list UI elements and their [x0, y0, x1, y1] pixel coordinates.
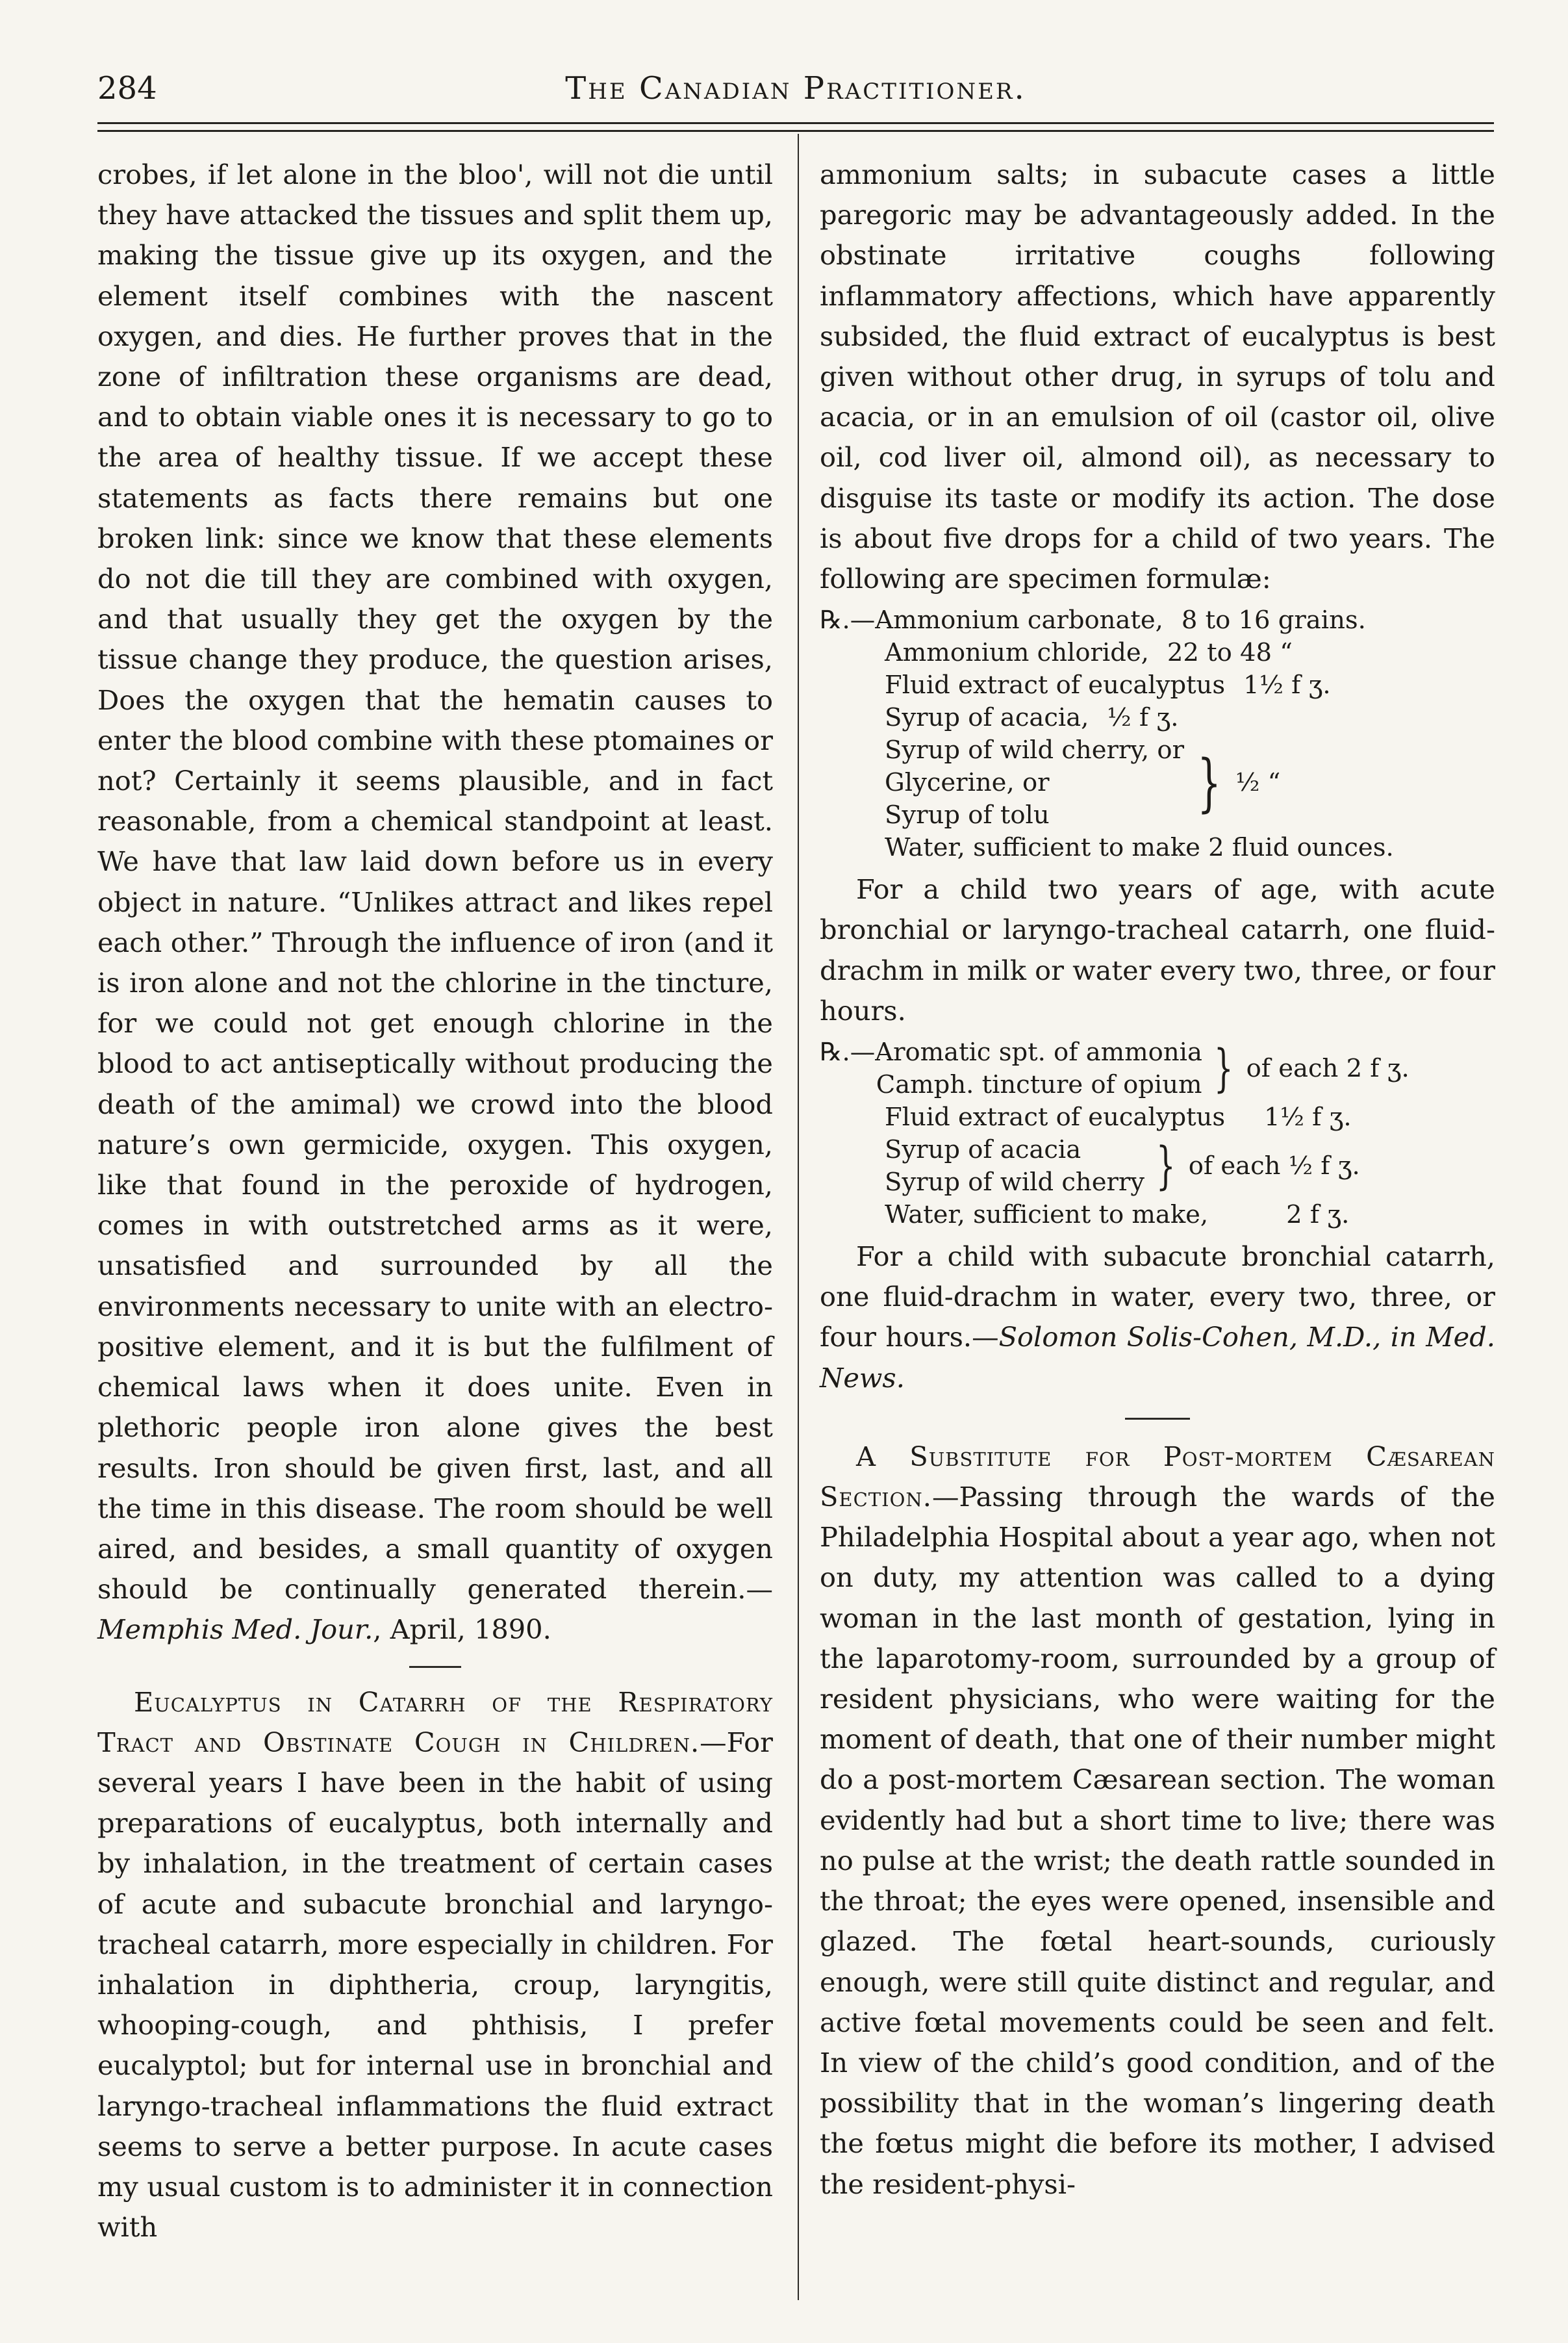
rx-symbol: ℞.	[820, 606, 850, 635]
rx-ingredient: Syrup of wild cherry	[885, 1168, 1145, 1197]
rx-ingredient: Glycerine, or	[885, 768, 1050, 798]
dosage-paragraph: For a child two years of age, with acute bronchial or laryngo-tracheal catarrh, one fluid-drachm in milk or water every two, three, or four hours.	[820, 873, 1495, 1027]
rx-brace-ingredients	[885, 734, 1184, 832]
rx-dose: 1½ f ʒ.	[1243, 671, 1331, 700]
column-divider	[798, 134, 799, 2300]
rx-line	[820, 604, 1495, 637]
rx-brace-group	[850, 1036, 1410, 1101]
rx-dose: 1½ f ʒ.	[1264, 1103, 1352, 1133]
article-heading: A Substitute for Post-mortem Cæsarean Section.	[820, 1440, 1495, 1513]
rx-line	[820, 1101, 1495, 1134]
rx-ingredient: Syrup of acacia,	[885, 703, 1089, 733]
rx-line	[820, 637, 1495, 669]
article-eucalyptus	[97, 1682, 773, 2248]
rx-ingredient: Syrup of wild cherry, or	[885, 736, 1184, 765]
citation: Solomon Solis-Cohen, M.D., in Med. News.	[820, 1321, 1496, 1394]
page-header	[97, 62, 1494, 114]
header-rule-top	[97, 122, 1494, 124]
rx-symbol: ℞.	[820, 1038, 850, 1068]
rx-ingredient: Syrup of acacia	[885, 1135, 1081, 1165]
article-separator	[409, 1666, 461, 1668]
article-body: —For several years I have been in the habit of using preparations of eucalyptus, both internally and by inhalation, in the treatment of certain cases of acute and subacute bronchial and laryngo-tracheal catarrh, more especially in children. For inhalation in diphtheria, croup, laryngitis, whooping-cough, and phthisis, I prefer eucalyptol; but for internal use in bronchial and laryngo-tracheal inflammations the fluid extract seems to serve a better purpose. In acute cases my usual custom is to administer it in connection with	[97, 1726, 773, 2244]
left-column	[97, 155, 773, 2247]
rx-dose: of each 2 f ʒ.	[1246, 1054, 1410, 1084]
rx-dose: ½ “	[1235, 768, 1281, 798]
rx-ingredient: Camph. tincture of opium	[876, 1070, 1202, 1100]
rx-ingredient: Water, sufficient to make,	[885, 1200, 1209, 1230]
rx-dose: of each ½ f ʒ.	[1188, 1151, 1360, 1181]
right-column	[820, 155, 1495, 2205]
rx-line	[820, 669, 1495, 702]
header-rule-bottom	[97, 130, 1494, 132]
eucalyptus-continuation: ammonium salts; in subacute cases a little paregoric may be advantageously added. In the obstinate irritative coughs following inflammatory affections, which have apparently subsided, the fluid extract of eucalyptus is best given without other drug, in syrups of tolu and acacia, or in an emulsion of oil (castor oil, olive oil, cod liver oil, almond oil), as necessary to disguise its taste or modify its action. The dose is about five drops for a child of two years. The following are specimen formulæ:	[820, 159, 1495, 595]
rx-line	[820, 702, 1495, 734]
rx-ingredient: —Ammonium carbonate,	[850, 606, 1163, 635]
rx-ingredient: —Aromatic spt. of ammonia	[850, 1038, 1202, 1068]
rx-brace-group	[820, 1134, 1495, 1199]
rx-line	[820, 1199, 1495, 1231]
citation-date: , April, 1890.	[373, 1613, 551, 1646]
rx-ingredient: Fluid extract of eucalyptus	[885, 1103, 1226, 1133]
rx-line	[820, 1036, 1495, 1101]
rx-brace-group	[820, 734, 1495, 832]
prescription-2	[820, 1036, 1495, 1231]
citation: Memphis Med. Jour.	[97, 1613, 373, 1646]
rx-ingredient: Ammonium chloride,	[885, 638, 1149, 668]
rx-ingredient: Fluid extract of eucalyptus	[885, 671, 1226, 700]
page-number: 284	[97, 70, 157, 107]
rx-ingredient: Water, sufficient to make 2 fluid ounces.	[885, 833, 1394, 863]
brace-glyph: }	[1213, 1040, 1233, 1099]
rx-dose: 2 f ʒ.	[1286, 1200, 1350, 1230]
brace-glyph: }	[1156, 1137, 1176, 1196]
article-separator	[1125, 1418, 1190, 1420]
continuation-text: crobes, if let alone in the bloo', will not die until they have attacked the tissues and split them up, making the tissue give up its oxygen, and the element itself combines with the nascent oxygen, and dies. He further proves that in the zone of infiltration these organisms are dead, and to obtain viable ones it is necessary to go to the area of healthy tissue. If we accept these statements as facts there remains but one broken link: since we know that these elements do not die till they are combined with oxygen, and that usually they get the oxygen by the tissue change they produce, the question arises, Does the oxygen that the hematin causes to enter the blood combine with these ptomaines or not? Certainly it seems plausible, and in fact reasonable, from a chemical standpoint at least. We have that law laid down before us in every object in nature. “Unlikes attract and likes repel each other.” Through the influence of iron (and it is iron alone and not the chlorine in the tincture, for we could not get enough chlorine in the blood to act antiseptically without producing the death of the amimal) we crowd into the blood nature’s own germicide, oxygen. This oxygen, like that found in the peroxide of hydrogen, comes in with outstretched arms as it were, unsatisfied and surrounded by all the environments necessary to unite with an electro-positive element, and it is but the fulfilment of chemical laws when it does unite. Even in plethoric people iron alone gives the best results. Iron should be given first, last, and all the time in this disease. The room should be well aired, and besides, a small quantity of oxygen should be continually generated therein.—	[97, 159, 773, 1606]
dosage-text: For a child with subacute bronchial catarrh, one fluid-drachm in water, every two, three, or four hours.—	[820, 1240, 1495, 1353]
article-caesarean	[820, 1437, 1495, 2205]
dosage-paragraph	[820, 1236, 1495, 1398]
article-continuation	[97, 155, 773, 1650]
rx-dose: 22 to 48 “	[1167, 638, 1293, 668]
rx-line	[820, 832, 1495, 864]
rx-brace-ingredients	[885, 1134, 1144, 1199]
rx-ingredient: Syrup of tolu	[885, 800, 1050, 830]
rx-dose: ½ f ʒ.	[1107, 703, 1179, 733]
brace-glyph: }	[1197, 747, 1221, 820]
rx-dose: 8 to 16 grains.	[1181, 606, 1366, 635]
rx-brace-ingredients	[850, 1036, 1202, 1101]
article-body: —Passing through the wards of the Philadelphia Hospital about a year ago, when not on duty, my attention was called to a dying woman in the last month of gestation, lying in the laparotomy-room, surrounded by a group of resident physicians, who were waiting for the moment of death, that one of their number might do a post-mortem Cæsarean section. The woman evidently had but a short time to live; there was no pulse at the wrist; the death rattle sounded in the throat; the eyes were opened, insensible and glazed. The fœtal heart-sounds, curiously enough, were still quite distinct and regular, and active fœtal movements could be seen and felt. In view of the child’s good condition, and of the possibility that in the woman’s lingering death the fœtus might die before its mother, I advised the resident-physi-	[820, 1481, 1495, 2200]
prescription-1	[820, 604, 1495, 864]
article-heading: Eucalyptus in Catarrh of the Respiratory Tract and Obstinate Cough in Children.	[97, 1685, 773, 1758]
running-title: The Canadian Practitioner.	[565, 70, 1026, 107]
